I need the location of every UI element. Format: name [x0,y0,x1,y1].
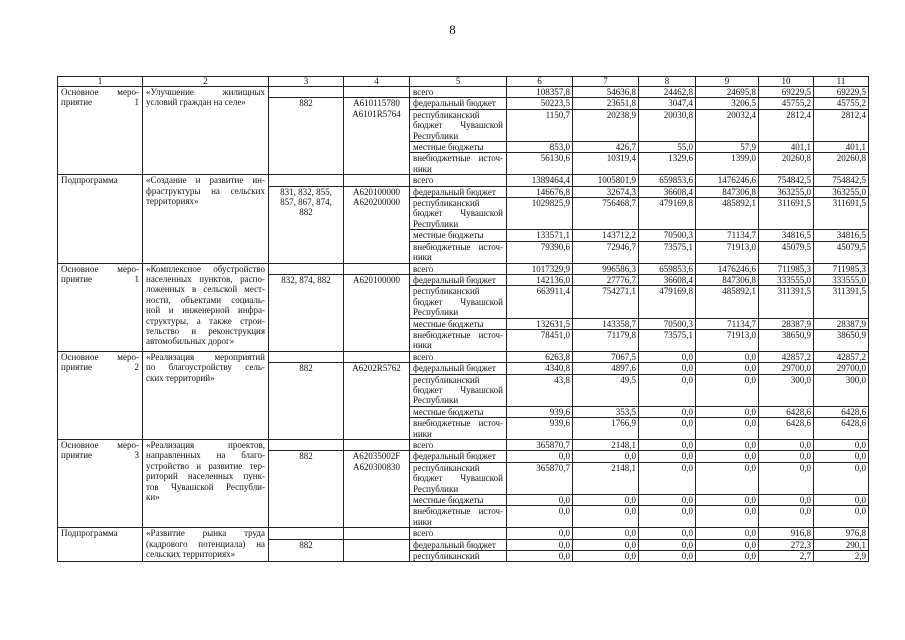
value-cell-year-1: 365870,7 [507,440,573,451]
funding-source-cell: федеральный бюджет [410,274,507,285]
value-cell-year-4: 57,9 [696,142,759,153]
value-cell-year-5: 38650,9 [759,329,814,351]
value-cell-year-6: 6428,6 [814,418,869,440]
header-cell-9: 9 [696,77,759,87]
funding-source-cell: республиканский [410,551,507,562]
value-cell-year-4: 71913,0 [696,241,759,263]
value-cell-year-5: 69229,5 [759,87,814,98]
funding-source-cell: всего [410,263,507,274]
value-cell-year-3: 1329,6 [639,153,696,175]
value-cell-year-2: 0,0 [573,539,639,550]
value-cell-year-1: 1389464,4 [507,175,573,186]
funding-source-cell: всего [410,87,507,98]
value-cell-year-4: 71913,0 [696,329,759,351]
value-cell-year-1: 0,0 [507,451,573,462]
value-cell-year-2: 20238,9 [573,109,639,141]
header-cell-11: 11 [814,77,869,87]
budget-code-cell [344,539,410,562]
value-cell-year-2: 353,5 [573,406,639,417]
value-cell-year-2: 754271,1 [573,286,639,318]
value-cell-year-4: 1476246,6 [696,263,759,274]
grbs-cell [269,528,344,539]
value-cell-year-5: 0,0 [759,462,814,494]
value-cell-year-2: 10319,4 [573,153,639,175]
code-cell [344,440,410,451]
value-cell-year-2: 756468,7 [573,198,639,230]
value-cell-year-2: 0,0 [573,495,639,506]
budget-code-cell: А610115780 А6101R5764 [344,98,410,175]
funding-source-cell: внебюджетные источ- ники [410,241,507,263]
value-cell-year-5: 711985,3 [759,263,814,274]
value-cell-year-1: 0,0 [507,539,573,550]
value-cell-year-2: 71179,8 [573,329,639,351]
value-cell-year-5: 272,3 [759,539,814,550]
value-cell-year-3: 0,0 [639,451,696,462]
grbs-code-cell: 831, 832, 855, 857, 867, 874, 882 [269,186,344,263]
value-cell-year-5: 363255,0 [759,186,814,197]
code-cell [344,263,410,274]
value-cell-year-5: 754842,5 [759,175,814,186]
grbs-cell [269,175,344,186]
value-cell-year-3: 0,0 [639,440,696,451]
value-cell-year-4: 847306,8 [696,274,759,285]
budget-code-cell: А620100000 А620200000 [344,186,410,263]
value-cell-year-6: 38650,9 [814,329,869,351]
value-cell-year-5: 2,7 [759,551,814,562]
funding-source-cell: республиканский бюджет Чувашской Республики [410,374,507,406]
value-cell-year-5: 0,0 [759,440,814,451]
value-cell-year-1: 853,0 [507,142,573,153]
value-cell-year-4: 0,0 [696,462,759,494]
funding-source-cell: федеральный бюджет [410,539,507,550]
funding-source-cell: всего [410,351,507,362]
value-cell-year-2: 996586,3 [573,263,639,274]
activity-type-cell: Подпрограмма [58,528,143,562]
value-cell-year-6: 311691,5 [814,198,869,230]
value-cell-year-4: 20032,4 [696,109,759,141]
value-cell-year-2: 1005801,9 [573,175,639,186]
budget-code-cell: А6202R5762 [344,363,410,440]
activity-type-cell: Основное меро- приятие 3 [58,440,143,528]
value-cell-year-4: 0,0 [696,451,759,462]
value-cell-year-4: 485892,1 [696,198,759,230]
value-cell-year-5: 916,8 [759,528,814,539]
value-cell-year-6: 69229,5 [814,87,869,98]
header-row [58,77,869,87]
table-row [58,351,869,362]
grbs-cell [269,440,344,451]
value-cell-year-5: 6428,6 [759,406,814,417]
activity-name-cell: «Развитие рынка труда (кадрового потенциала) на сельских территориях» [143,528,269,562]
value-cell-year-3: 0,0 [639,418,696,440]
activity-type-cell: Основное меро- приятие 1 [58,87,143,175]
funding-source-cell: республиканский бюджет Чувашской Республики [410,286,507,318]
value-cell-year-2: 2148,1 [573,462,639,494]
value-cell-year-5: 45079,5 [759,241,814,263]
activity-type-cell: Основное меро- приятие 1 [58,263,143,351]
value-cell-year-4: 0,0 [696,351,759,362]
value-cell-year-4: 1399,0 [696,153,759,175]
value-cell-year-1: 4340,8 [507,363,573,374]
table-row [58,440,869,451]
funding-source-cell: местные бюджеты [410,318,507,329]
value-cell-year-3: 0,0 [639,506,696,528]
value-cell-year-2: 72946,7 [573,241,639,263]
value-cell-year-3: 36608,4 [639,186,696,197]
grbs-cell [269,87,344,98]
table-row [58,528,869,539]
budget-table [57,76,869,562]
value-cell-year-5: 42857,2 [759,351,814,362]
value-cell-year-2: 0,0 [573,551,639,562]
value-cell-year-3: 20030,8 [639,109,696,141]
value-cell-year-5: 311391,5 [759,286,814,318]
value-cell-year-4: 0,0 [696,418,759,440]
funding-source-cell: федеральный бюджет [410,451,507,462]
funding-source-cell: всего [410,440,507,451]
value-cell-year-6: 363255,0 [814,186,869,197]
header-cell-3: 3 [269,77,344,87]
code-cell [344,87,410,98]
value-cell-year-5: 20260,8 [759,153,814,175]
value-cell-year-2: 0,0 [573,528,639,539]
grbs-code-cell: 882 [269,98,344,175]
activity-name-cell: «Комплексное обустройство населенных пунктов, распо- ложенных в сельской мест- ности, объектами социаль- ной и инженерной инфра- структуры, а также строи- тельство и реконструкция автомобильных дорог» [143,263,269,351]
value-cell-year-6: 6428,6 [814,406,869,417]
value-cell-year-6: 45079,5 [814,241,869,263]
value-cell-year-1: 78451,0 [507,329,573,351]
grbs-cell [269,263,344,274]
value-cell-year-1: 142136,0 [507,274,573,285]
value-cell-year-2: 4897,6 [573,363,639,374]
value-cell-year-2: 143358,7 [573,318,639,329]
value-cell-year-3: 0,0 [639,495,696,506]
value-cell-year-3: 0,0 [639,462,696,494]
value-cell-year-6: 34816,5 [814,230,869,241]
funding-source-cell: республиканский бюджет Чувашской Республики [410,462,507,494]
activity-name-cell: «Реализация проектов, направленных на благо- устройство и развитие тер- риторий населенных пунк- тов Чувашской Республи- ки» [143,440,269,528]
value-cell-year-3: 479169,8 [639,286,696,318]
funding-source-cell: местные бюджеты [410,495,507,506]
value-cell-year-5: 45755,2 [759,98,814,109]
value-cell-year-1: 146676,8 [507,186,573,197]
funding-source-cell: внебюджетные источ- ники [410,506,507,528]
value-cell-year-6: 290,1 [814,539,869,550]
value-cell-year-4: 24695,8 [696,87,759,98]
header-cell-7: 7 [573,77,639,87]
grbs-code-cell: 882 [269,363,344,440]
value-cell-year-6: 333555,0 [814,274,869,285]
value-cell-year-3: 24462,8 [639,87,696,98]
grbs-code-cell: 882 [269,451,344,528]
value-cell-year-5: 333555,0 [759,274,814,285]
value-cell-year-3: 659853,6 [639,175,696,186]
funding-source-cell: республиканский бюджет Чувашской Республики [410,109,507,141]
value-cell-year-3: 0,0 [639,406,696,417]
table-row [58,87,869,98]
value-cell-year-3: 73575,1 [639,241,696,263]
value-cell-year-6: 0,0 [814,451,869,462]
value-cell-year-4: 0,0 [696,406,759,417]
value-cell-year-3: 0,0 [639,351,696,362]
value-cell-year-5: 0,0 [759,495,814,506]
value-cell-year-2: 2148,1 [573,440,639,451]
budget-code-cell: А62035002F А620300830 [344,451,410,528]
value-cell-year-3: 70500,3 [639,230,696,241]
value-cell-year-2: 426,7 [573,142,639,153]
value-cell-year-4: 0,0 [696,363,759,374]
funding-source-cell: местные бюджеты [410,142,507,153]
funding-source-cell: внебюджетные источ- ники [410,329,507,351]
value-cell-year-1: 6263,8 [507,351,573,362]
value-cell-year-3: 36608,4 [639,274,696,285]
page-number: 8 [449,22,456,37]
value-cell-year-1: 663911,4 [507,286,573,318]
header-cell-8: 8 [639,77,696,87]
value-cell-year-4: 847306,8 [696,186,759,197]
table-row [58,175,869,186]
funding-source-cell: внебюджетные источ- ники [410,153,507,175]
value-cell-year-6: 976,8 [814,528,869,539]
value-cell-year-6: 300,0 [814,374,869,406]
funding-source-cell: федеральный бюджет [410,363,507,374]
value-cell-year-6: 45755,2 [814,98,869,109]
table-row [58,263,869,274]
value-cell-year-1: 0,0 [507,528,573,539]
value-cell-year-1: 56130,6 [507,153,573,175]
value-cell-year-6: 2812,4 [814,109,869,141]
value-cell-year-3: 479169,8 [639,198,696,230]
value-cell-year-4: 1476246,6 [696,175,759,186]
value-cell-year-1: 939,6 [507,406,573,417]
value-cell-year-3: 55,0 [639,142,696,153]
value-cell-year-6: 311391,5 [814,286,869,318]
value-cell-year-5: 2812,4 [759,109,814,141]
value-cell-year-5: 28387,9 [759,318,814,329]
value-cell-year-5: 34816,5 [759,230,814,241]
value-cell-year-6: 0,0 [814,462,869,494]
value-cell-year-5: 0,0 [759,451,814,462]
grbs-code-cell: 832, 874, 882 [269,274,344,351]
activity-type-cell: Основное меро- приятие 2 [58,351,143,439]
value-cell-year-2: 1766,9 [573,418,639,440]
value-cell-year-1: 50223,5 [507,98,573,109]
activity-name-cell: «Создание и развитие ин- фраструктуры на сельских территориях» [143,175,269,263]
activity-name-cell: «Улучшение жилищных условий граждан на селе» [143,87,269,175]
grbs-cell [269,351,344,362]
code-cell [344,175,410,186]
value-cell-year-2: 32674,3 [573,186,639,197]
value-cell-year-2: 7067,5 [573,351,639,362]
code-cell [344,351,410,362]
header-cell-10: 10 [759,77,814,87]
value-cell-year-5: 300,0 [759,374,814,406]
value-cell-year-4: 0,0 [696,506,759,528]
value-cell-year-3: 73575,1 [639,329,696,351]
value-cell-year-4: 71134,7 [696,318,759,329]
value-cell-year-4: 0,0 [696,440,759,451]
value-cell-year-3: 0,0 [639,363,696,374]
funding-source-cell: местные бюджеты [410,230,507,241]
value-cell-year-6: 0,0 [814,495,869,506]
value-cell-year-1: 0,0 [507,506,573,528]
header-cell-1: 1 [58,77,143,87]
value-cell-year-6: 754842,5 [814,175,869,186]
grbs-code-cell: 882 [269,539,344,562]
header-cell-4: 4 [344,77,410,87]
value-cell-year-1: 132631,5 [507,318,573,329]
value-cell-year-2: 0,0 [573,451,639,462]
funding-source-cell: всего [410,175,507,186]
value-cell-year-1: 108357,8 [507,87,573,98]
value-cell-year-6: 0,0 [814,440,869,451]
value-cell-year-3: 3047,4 [639,98,696,109]
value-cell-year-1: 0,0 [507,495,573,506]
value-cell-year-6: 711985,3 [814,263,869,274]
funding-source-cell: местные бюджеты [410,406,507,417]
value-cell-year-6: 2,9 [814,551,869,562]
funding-source-cell: федеральный бюджет [410,186,507,197]
funding-source-cell: внебюджетные источ- ники [410,418,507,440]
value-cell-year-2: 54636,8 [573,87,639,98]
funding-source-cell: федеральный бюджет [410,98,507,109]
value-cell-year-5: 6428,6 [759,418,814,440]
value-cell-year-4: 71134,7 [696,230,759,241]
value-cell-year-4: 3206,5 [696,98,759,109]
value-cell-year-3: 0,0 [639,551,696,562]
value-cell-year-2: 143712,2 [573,230,639,241]
value-cell-year-5: 0,0 [759,506,814,528]
value-cell-year-3: 0,0 [639,374,696,406]
funding-source-cell: всего [410,528,507,539]
header-cell-6: 6 [507,77,573,87]
value-cell-year-1: 133571,1 [507,230,573,241]
value-cell-year-5: 311691,5 [759,198,814,230]
funding-source-cell: республиканский бюджет Чувашской Республики [410,198,507,230]
value-cell-year-1: 939,6 [507,418,573,440]
value-cell-year-1: 79390,6 [507,241,573,263]
value-cell-year-5: 29700,0 [759,363,814,374]
value-cell-year-3: 0,0 [639,528,696,539]
value-cell-year-6: 28387,9 [814,318,869,329]
value-cell-year-2: 0,0 [573,506,639,528]
value-cell-year-1: 43,8 [507,374,573,406]
header-cell-5: 5 [410,77,507,87]
value-cell-year-6: 42857,2 [814,351,869,362]
value-cell-year-6: 29700,0 [814,363,869,374]
value-cell-year-1: 1150,7 [507,109,573,141]
value-cell-year-6: 20260,8 [814,153,869,175]
value-cell-year-3: 70500,3 [639,318,696,329]
activity-name-cell: «Реализация мероприятий по благоустройству сель- ских территорий» [143,351,269,439]
value-cell-year-4: 0,0 [696,374,759,406]
value-cell-year-4: 0,0 [696,528,759,539]
budget-code-cell: А620100000 [344,274,410,351]
value-cell-year-4: 0,0 [696,495,759,506]
header-cell-2: 2 [143,77,269,87]
value-cell-year-6: 0,0 [814,506,869,528]
value-cell-year-1: 1017329,9 [507,263,573,274]
value-cell-year-5: 401,1 [759,142,814,153]
value-cell-year-6: 401,1 [814,142,869,153]
activity-type-cell: Подпрограмма [58,175,143,263]
value-cell-year-2: 27776,7 [573,274,639,285]
value-cell-year-4: 485892,1 [696,286,759,318]
value-cell-year-4: 0,0 [696,539,759,550]
value-cell-year-1: 365870,7 [507,462,573,494]
value-cell-year-1: 1029825,9 [507,198,573,230]
code-cell [344,528,410,539]
value-cell-year-2: 49,5 [573,374,639,406]
value-cell-year-3: 659853,6 [639,263,696,274]
value-cell-year-4: 0,0 [696,551,759,562]
value-cell-year-1: 0,0 [507,551,573,562]
value-cell-year-3: 0,0 [639,539,696,550]
value-cell-year-2: 23651,8 [573,98,639,109]
